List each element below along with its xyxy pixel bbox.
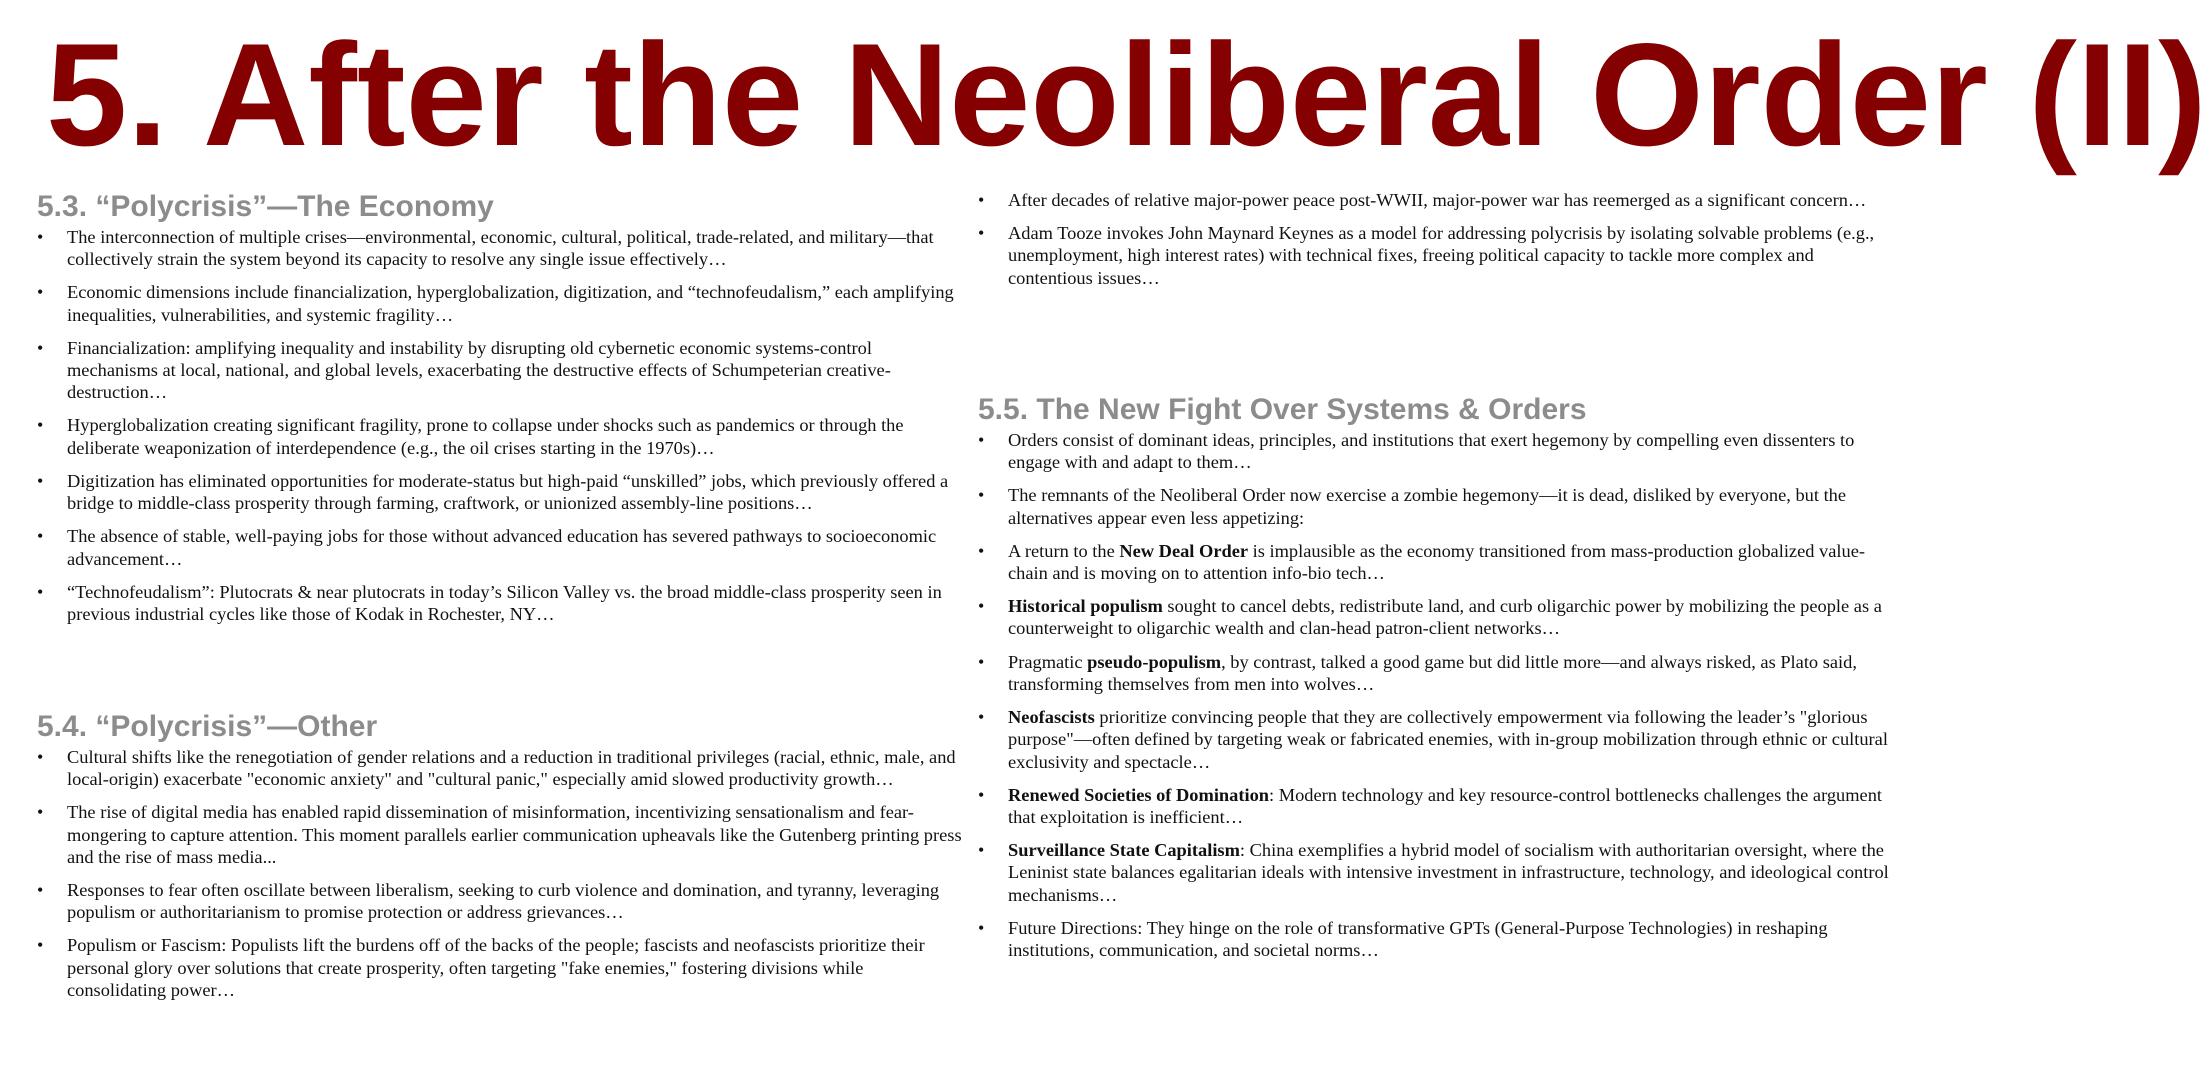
item-text: prioritize convincing people that they are collectively empowerment via following the leader’s "glorious purpose"—often defined by targeting weak or fabricated enemies, with in-group mobilization through ethnic or cultural exclusivity and spectacle… (1008, 706, 1888, 772)
list-item: • The rise of digital media has enabled rapid dissemination of misinformation, incentivizing sensationalism and fear-mongering to capture attention. This moment parallels earlier communication upheavals like the Gutenberg printing press and the rise of mass media... (37, 801, 962, 868)
list-item: • Populism or Fascism: Populists lift the burdens off of the backs of the people; fascists and neofascists prioritize their personal glory over solutions that create prosperity, often targeting "fake enemies," fostering divisions while consolidating power… (37, 934, 962, 1001)
list-item: • The interconnection of multiple crises—environmental, economic, cultural, political, trade-related, and military—that collectively strain the system beyond its capacity to resolve any single issue effectively… (37, 226, 962, 271)
item-text: sought to cancel debts, redistribute land, and curb oligarchic power by mobilizing the people as a counterweight to oligarchic wealth and clan-head patron-client networks… (1008, 596, 1882, 639)
section-heading: 5.5. The New Fight Over Systems & Orders (978, 393, 1587, 426)
list-item (978, 540, 1898, 585)
item-text: A return to the (1008, 540, 1120, 561)
list-item: • “Technofeudalism”: Plutocrats & near plutocrats in today’s Silicon Valley vs. the broad middle-class prosperity seen in previous industrial cycles like those of Kodak in Rochester, NY… (37, 581, 962, 626)
item-text: Pragmatic (1008, 651, 1088, 672)
bullet-list (37, 226, 962, 625)
list-item: • Digitization has eliminated opportunities for moderate-status but high-paid “unskilled” jobs, which previously offered a bridge to middle-class prosperity through farming, craftwork, or unionized assembly-line positions… (37, 470, 962, 515)
list-item (978, 706, 1898, 773)
bullet-list (978, 189, 1898, 289)
section-polycrisis-other (37, 710, 962, 1012)
bold-term: Renewed Societies of Domination (1008, 784, 1270, 805)
list-item: • Cultural shifts like the renegotiation of gender relations and a reduction in traditional privileges (racial, ethnic, male, and local-origin) exacerbate "economic anxiety" and "cultural panic," especially amid slowed productivity growth… (37, 746, 962, 791)
section-heading: 5.3. “Polycrisis”—The Economy (37, 190, 494, 223)
list-item: • Financialization: amplifying inequality and instability by disrupting old cybernetic economic systems-control mechanisms at local, national, and global levels, exacerbating the destructive effects of Schumpeterian creative-destruction… (37, 337, 962, 404)
section-polycrisis-continued (978, 189, 1898, 300)
list-item: • After decades of relative major-power peace post-WWII, major-power war has reemerged as a significant concern… (978, 189, 1898, 211)
list-item: • Economic dimensions include financialization, hyperglobalization, digitization, and “technofeudalism,” each amplifying inequalities, vulnerabilities, and systemic fragility… (37, 281, 962, 326)
list-item (978, 784, 1898, 829)
list-item: • Adam Tooze invokes John Maynard Keynes as a model for addressing polycrisis by isolating solvable problems (e.g., unemployment, high interest rates) with technical fixes, freeing political capacity to tackle more complex and contentious issues… (978, 222, 1898, 289)
list-item (978, 595, 1898, 640)
section-polycrisis-economy (37, 190, 962, 636)
bullet-list (37, 746, 962, 1001)
bold-term: pseudo-populism (1087, 651, 1222, 672)
item-text: is implausible as the economy transitioned from mass-production globalized value-chain and is moving on to attention info-bio tech… (1008, 540, 1866, 584)
list-item: • Orders consist of dominant ideas, principles, and institutions that exert hegemony by compelling even dissenters to engage with and adapt to them… (978, 429, 1898, 474)
item-text: , by contrast, talked a good game but did little more—and always risked, as Plato said, transforming themselves from men into wolves… (1008, 651, 1857, 694)
item-text: : Modern technology and key resource-control bottlenecks challenges the argument that exploitation is inefficient… (1008, 784, 1883, 827)
list-item: • Responses to fear often oscillate between liberalism, seeking to curb violence and domination, and tyranny, leveraging populism or authoritarianism to promise protection or address grievances… (37, 879, 962, 924)
section-new-fight-systems-orders (978, 393, 1898, 972)
slide-title: 5. After the Neoliberal Order (II) (46, 13, 2207, 176)
list-item: • Future Directions: They hinge on the role of transformative GPTs (General-Purpose Technologies) in reshaping institutions, communication, and societal norms… (978, 917, 1898, 962)
list-item: • Hyperglobalization creating significant fragility, prone to collapse under shocks such as pandemics or through the deliberate weaponization of interdependence (e.g., the oil crises starting in the 1970s)… (37, 414, 962, 459)
list-item (978, 839, 1898, 906)
item-text: : China exemplifies a hybrid model of socialism with authoritarian oversight, where the Leninist state balances egalitarian ideals with intensive investment in infrastructure, technology, and ideological control mechanisms… (1008, 840, 1889, 905)
section-heading: 5.4. “Polycrisis”—Other (37, 710, 378, 743)
list-item (978, 651, 1898, 696)
bullet-list (978, 429, 1898, 961)
bold-term: New Deal Order (1119, 540, 1249, 561)
bold-term: Neofascists (1008, 706, 1095, 727)
list-item: • The remnants of the Neoliberal Order now exercise a zombie hegemony—it is dead, disliked by everyone, but the alternatives appear even less appetizing: (978, 484, 1898, 529)
bold-term: Historical populism (1008, 596, 1163, 617)
bold-term: Surveillance State Capitalism (1008, 840, 1240, 861)
list-item: • The absence of stable, well-paying jobs for those without advanced education has severed pathways to socioeconomic advancement… (37, 525, 962, 570)
